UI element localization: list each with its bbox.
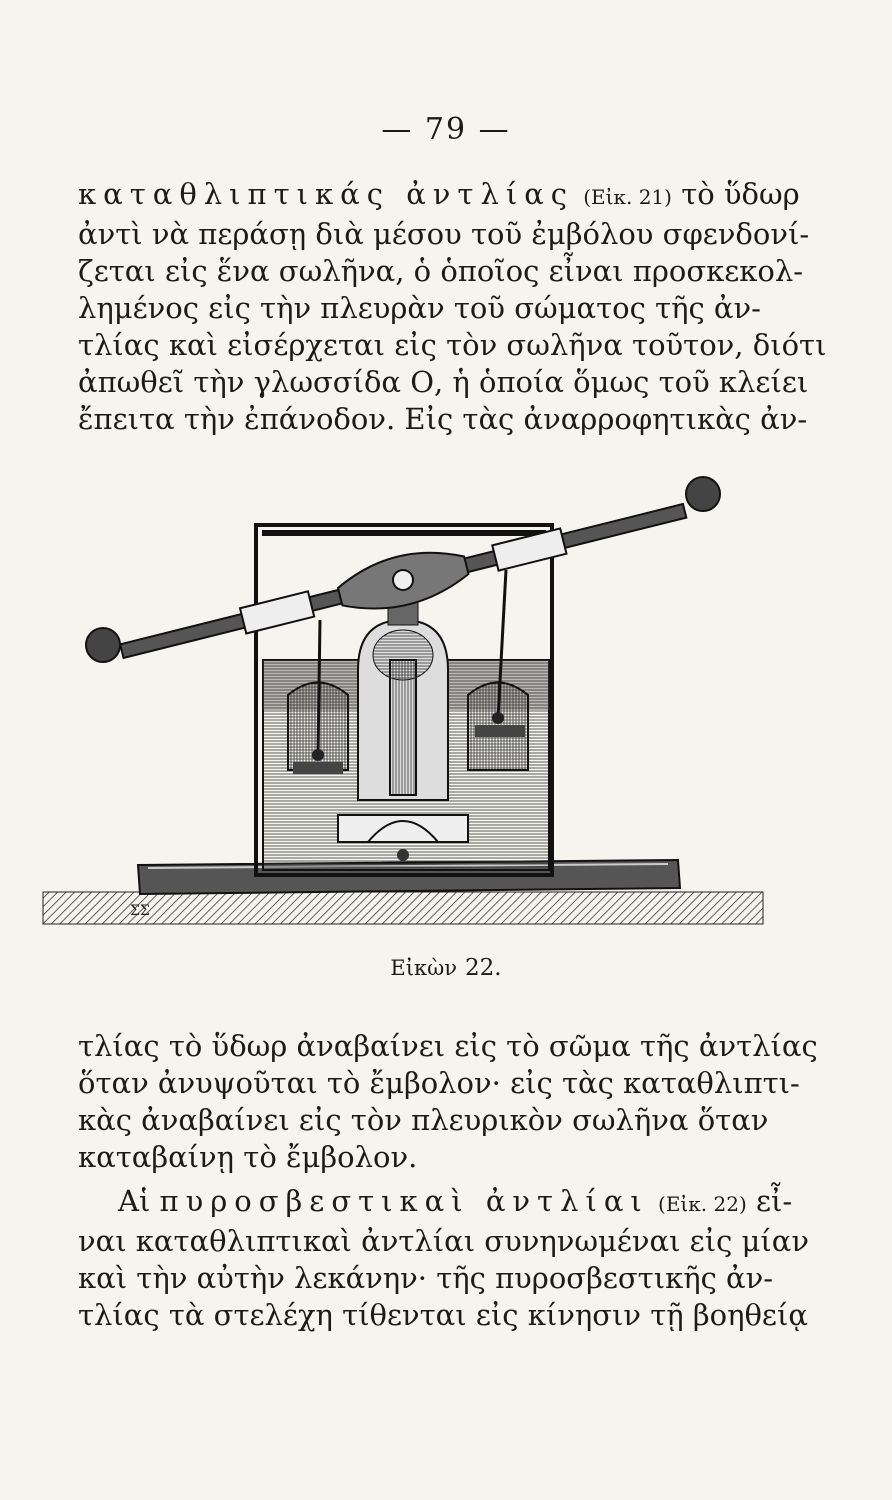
text-line	[78, 1183, 793, 1223]
figure-caption	[0, 955, 892, 981]
spaced-term: καταθλιπτικάς ἀντλίας	[78, 177, 575, 211]
valve-block	[338, 815, 468, 842]
left-handle-knob	[86, 628, 120, 662]
text-line: ὅταν ἀνυψοῦται τὸ ἔμβολον· εἰς τὰς καταθλιπτι-	[78, 1066, 800, 1100]
ground-hatching	[43, 892, 763, 924]
text-line: ἔπειτα τὴν ἐπάνοδον. Εἰς τὰς ἀναρροφητικὰς ἀν-	[78, 402, 808, 436]
fire-pump-engraving	[38, 470, 773, 940]
left-piston-rod	[318, 620, 320, 755]
paragraph-3	[78, 1183, 809, 1334]
figure-reference: (Εἰκ. 22)	[658, 1192, 747, 1216]
caption-word: Εἰκὼν	[390, 956, 457, 980]
figure-reference: (Εἰκ. 21)	[583, 185, 672, 209]
text-line: καὶ τὴν αὐτὴν λεκάνην· τῆς πυροσβεστικῆς ἀν-	[78, 1261, 774, 1295]
text-line: τλίας τὰ στελέχη τίθενται εἰς κίνησιν τῇ βοηθείᾳ	[78, 1298, 808, 1332]
paragraph-1	[78, 176, 827, 438]
text-line: κὰς ἀναβαίνει εἰς τὸν πλευρικὸν σωλῆνα ὅταν	[78, 1103, 769, 1137]
text-line: τλίας τὸ ὕδωρ ἀναβαίνει εἰς τὸ σῶμα τῆς ἀντλίας	[78, 1029, 818, 1063]
right-handle-knob	[686, 477, 720, 511]
discharge-pipe	[390, 660, 416, 795]
line-prefix: Αἱ	[118, 1184, 160, 1218]
text-line: λημένος εἰς τὴν πλευρὰν τοῦ σώματος τῆς ἀν-	[78, 291, 761, 325]
paragraph-2	[78, 1028, 818, 1176]
line-rest: εἶ-	[755, 1184, 793, 1218]
text-line: τλίας καὶ εἰσέρχεται εἰς τὸν σωλῆνα τοῦτον, διότι	[78, 328, 827, 362]
caption-number: 22.	[465, 955, 502, 981]
text-line: ναι καταθλιπτικαὶ ἀντλίαι συνηνωμέναι εἰς μίαν	[78, 1224, 809, 1258]
plate-mark: ΣΣ	[130, 903, 150, 919]
spaced-term: πυροσβεστικαὶ ἀντλίαι	[159, 1184, 649, 1218]
text-line	[78, 176, 800, 216]
page-number: — 79 —	[381, 112, 511, 147]
text-line: ζεται εἰς ἕνα σωλῆνα, ὁ ὁποῖος εἶναι προσκεκολ-	[78, 254, 804, 288]
drain-bolt	[397, 849, 409, 861]
line-rest: τὸ ὕδωρ	[681, 177, 800, 211]
text-line: ἀντὶ νὰ περάσῃ διὰ μέσου τοῦ ἐμβόλου σφενδονί-	[78, 217, 810, 251]
text-line: καταβαίνῃ τὸ ἔμβολον.	[78, 1140, 418, 1174]
text-line: ἀπωθεῖ τὴν γλωσσίδα Ο, ἡ ὁποία ὅμως τοῦ κλείει	[78, 365, 809, 399]
